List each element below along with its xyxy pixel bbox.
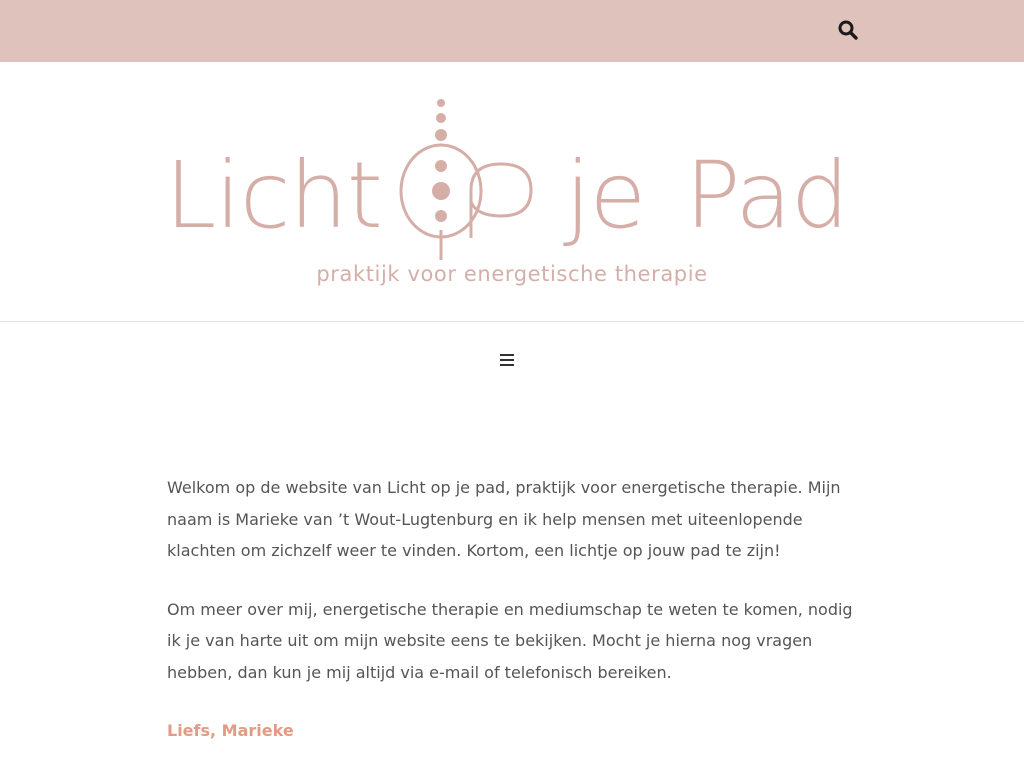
signature: Liefs, Marieke	[167, 721, 294, 740]
intro-paragraph: Welkom op de website van Licht op je pad, praktijk voor energetische therapie. Mijn naam is Marieke van ’t Wout-Lugtenburg en ik help mensen met uiteenlopende klachten om zichzelf weer te vinden. Kortom, een lichtje op jouw pad te zijn!	[167, 478, 841, 560]
main-content	[167, 472, 867, 747]
search-button[interactable]	[836, 18, 860, 42]
logo-word-licht: Licht	[165, 142, 382, 249]
site-logo[interactable]	[165, 98, 857, 298]
top-bar	[0, 0, 1024, 62]
invitation-paragraph: Om meer over mij, energetische therapie en mediumschap te weten te komen, nodig ik je van harte uit om mijn website eens te bekijken. Mocht je hierna nog vragen hebben, dan kun je mij altijd via e-mail of telefonisch bereiken.	[167, 599, 853, 682]
site-header	[0, 62, 1024, 322]
menu-toggle-button[interactable]	[497, 350, 517, 370]
search-icon	[836, 18, 860, 42]
logo-chakra-emblem	[397, 98, 537, 268]
logo-tagline: praktijk voor energetische therapie	[316, 262, 708, 286]
logo-word-pad: Pad	[685, 142, 849, 249]
logo-word-je: je	[565, 142, 646, 249]
